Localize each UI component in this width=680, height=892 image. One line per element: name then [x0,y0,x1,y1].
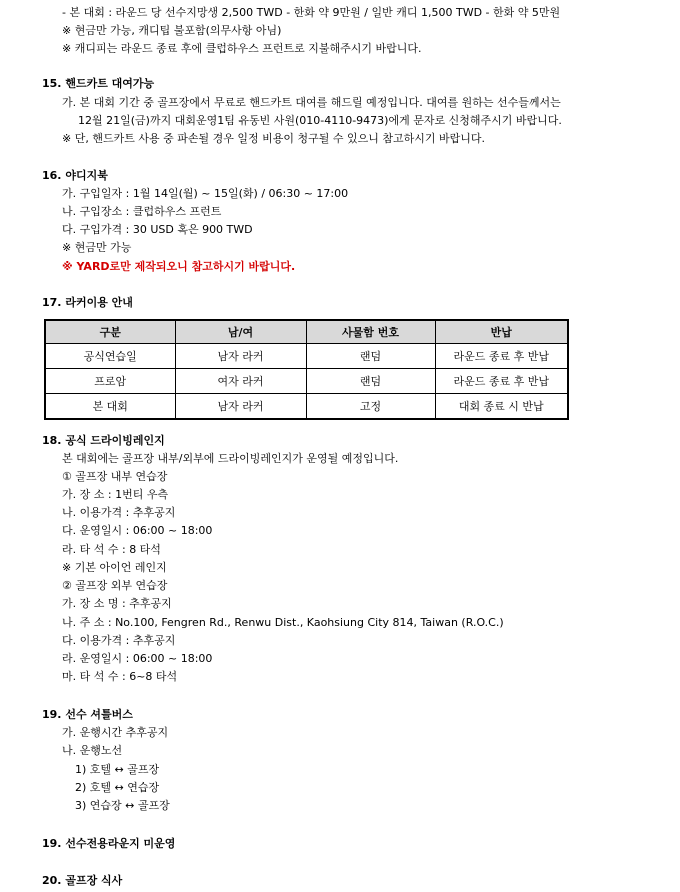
yardage-date: 가. 구입일자 : 1월 14일(월) ~ 15일(화) / 06:30 ~ 17:00 [62,187,349,200]
caddie-note-cash: ※ 현금만 가능, 캐디팁 불포함(의무사항 아님) [62,24,282,37]
handcart-line1: 가. 본 대회 기간 중 골프장에서 무료로 핸드카트 대여를 해드릴 예정입니다. 대여를 원하는 선수들께서는 [62,96,561,109]
driving-intro: 본 대회에는 골프장 내부/외부에 드라이빙레인지가 운영될 예정입니다. [62,452,399,465]
locker-header-number: 사물함 번호 [306,320,435,344]
caddie-note-pay: ※ 캐디피는 라운드 종료 후에 클럽하우스 프런트로 지불해주시기 바랍니다. [62,42,422,55]
driving-inner-bays: 라. 타 석 수 : 8 타석 [62,543,161,556]
driving-outer-title: ② 골프장 외부 연습장 [62,579,168,592]
locker-cell: 대회 종료 시 반납 [435,394,568,420]
shuttle-time: 가. 운행시간 추후공지 [62,726,169,739]
locker-cell: 랜덤 [306,369,435,394]
locker-header-gender: 남/여 [175,320,306,344]
shuttle-route-item: 3) 연습장 ↔ 골프장 [75,799,170,812]
locker-cell: 남자 라커 [175,344,306,369]
locker-cell: 랜덤 [306,344,435,369]
yardage-note-cash: ※ 현금만 가능 [62,241,132,254]
driving-heading: 18. 공식 드라이빙레인지 [42,434,165,447]
table-row [45,344,568,369]
locker-cell: 공식연습일 [45,344,175,369]
handcart-heading: 15. 핸드카트 대여가능 [42,77,155,90]
meal-heading: 20. 골프장 식사 [42,874,123,887]
shuttle-route-item: 2) 호텔 ↔ 연습장 [75,781,160,794]
locker-cell: 라운드 종료 후 반납 [435,369,568,394]
handcart-line2: 12월 21일(금)까지 대회운영1팀 유동빈 사원(010-4110-9473)에게 문자로 신청해주시기 바랍니다. [78,114,562,127]
yardage-price: 다. 구입가격 : 30 USD 혹은 900 TWD [62,223,253,236]
driving-inner-hours: 다. 운영일시 : 06:00 ~ 18:00 [62,524,213,537]
table-row [45,369,568,394]
yardage-heading: 16. 야디지북 [42,169,108,182]
driving-inner-title: ① 골프장 내부 연습장 [62,470,168,483]
locker-cell: 여자 라커 [175,369,306,394]
yardage-place: 나. 구입장소 : 클럽하우스 프런트 [62,205,222,218]
locker-header-return: 반납 [435,320,568,344]
locker-heading: 17. 라커이용 안내 [42,296,133,309]
driving-outer-name: 가. 장 소 명 : 추후공지 [62,597,172,610]
driving-outer-hours: 라. 운영일시 : 06:00 ~ 18:00 [62,652,213,665]
driving-outer-addr: 나. 주 소 : No.100, Fengren Rd., Renwu Dist., Kaohsiung City 814, Taiwan (R.O.C.) [62,616,504,629]
locker-table [44,319,569,420]
table-row [45,394,568,420]
caddie-fee-line: - 본 대회 : 라운드 당 선수지망생 2,500 TWD - 한화 약 9만원 / 일반 캐디 1,500 TWD - 한화 약 5만원 [62,6,561,19]
locker-cell: 라운드 종료 후 반납 [435,344,568,369]
shuttle-route-title: 나. 운행노선 [62,744,123,757]
driving-outer-price: 다. 이용가격 : 추후공지 [62,634,176,647]
lounge-heading: 19. 선수전용라운지 미운영 [42,837,176,850]
driving-inner-price: 나. 이용가격 : 추후공지 [62,506,176,519]
yardage-note-yard: ※ YARD로만 제작되오니 참고하시기 바랍니다. [62,260,296,273]
locker-header-division: 구분 [45,320,175,344]
driving-inner-note: ※ 기본 아이언 레인지 [62,561,167,574]
shuttle-heading: 19. 선수 셔틀버스 [42,708,133,721]
driving-outer-bays: 마. 타 석 수 : 6~8 타석 [62,670,178,683]
handcart-note: ※ 단, 핸드카트 사용 중 파손될 경우 일정 비용이 청구될 수 있으니 참고하시기 바랍니다. [62,132,485,145]
shuttle-route-item: 1) 호텔 ↔ 골프장 [75,763,160,776]
locker-cell: 남자 라커 [175,394,306,420]
locker-cell: 본 대회 [45,394,175,420]
locker-cell: 프로암 [45,369,175,394]
locker-header-row [45,320,568,344]
driving-inner-place: 가. 장 소 : 1번티 우측 [62,488,169,501]
locker-cell: 고정 [306,394,435,420]
